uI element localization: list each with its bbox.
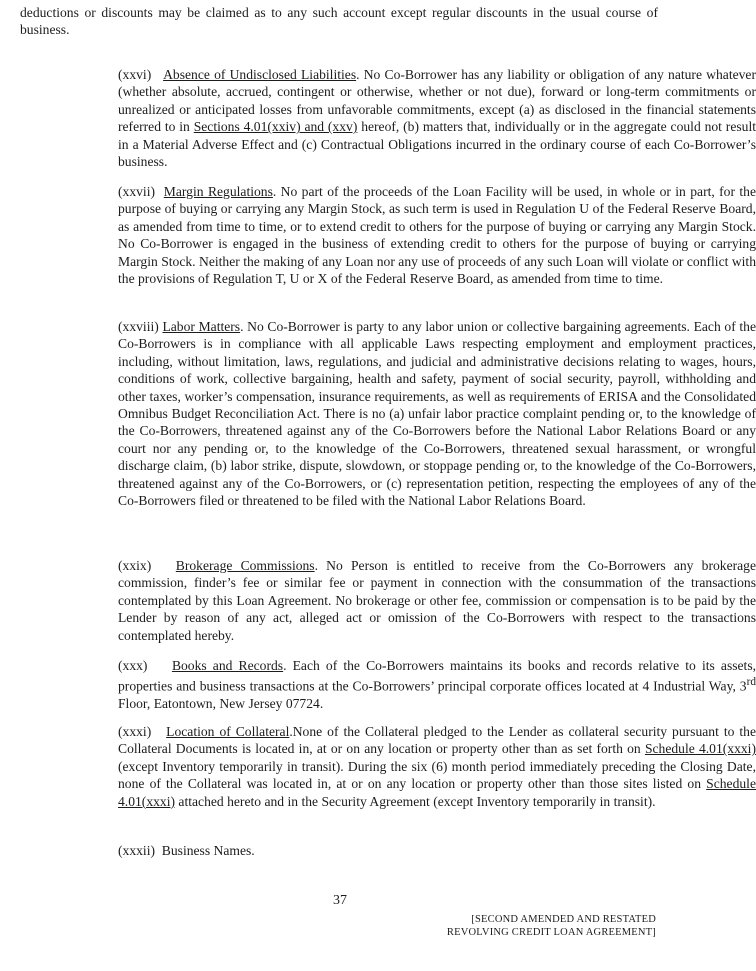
schedule-reference: Schedule 4.01(xxxi): [118, 776, 756, 809]
section-xxvii: (xxvii) Margin Regulations. No part of the proceeds of the Loan Facility will be used, in whole or in part, for the purpose of buying or carrying any Margin Stock, as such term is used in Regulation U of the Federal Reserve Board, as amended from time to time, or to extend credit to others for the purpose of buying or carrying any Margin Stock. No Co-Borrower is engaged in the business of extending credit to others for the purpose of buying or carrying Margin Stock. Neither the making of any Loan nor any use of proceeds of any such Loan will violate or conflict with the provisions of Regulation T, U or X of the Federal Reserve Board, as amended from time to time.: [118, 184, 756, 287]
section-heading: Books and Records: [171, 658, 284, 673]
footer-line-1: [SECOND AMENDED AND RESTATED: [471, 914, 656, 925]
schedule-reference: Schedule 4.01(xxxi): [644, 741, 756, 757]
section-number: (xxvii): [118, 184, 155, 199]
section-number: (xxxii): [118, 843, 155, 858]
paragraph-continuation: deductions or discounts may be claimed as to any such account except regular discounts in the usual course of business.: [20, 5, 658, 38]
section-xxxi: (xxxi) Location of Collateral.None of the Collateral pledged to the Lender as collateral security pursuant to the Collateral Documents is located in, at or on any location or property other than as set forth on Schedule 4.01(xxxi) (except Inventory temporarily in transit). During the six (6) month period immediately preceding the Closing Date, none of the Collateral was located in, at or on any location or property other than those sites listed on Schedule 4.01(xxxi) attached hereto and in the Security Agreement (except Inventory temporarily in transit).: [118, 724, 756, 809]
section-xxx: (xxx) Books and Records. Each of the Co-Borrowers maintains its books and records relative to its assets, properties and business transactions at the Co-Borrowers’ principal corporate offices located at 4 Industrial Way, 3rd Floor, Eatontown, New Jersey 07724.: [118, 658, 756, 712]
section-number: (xxix): [118, 558, 152, 573]
footer-line-2: REVOLVING CREDIT LOAN AGREEMENT]: [446, 927, 656, 938]
section-heading: Margin Regulations: [163, 184, 273, 199]
cross-reference: Sections 4.01(xxiv) and (xxv): [193, 119, 358, 135]
section-number: (xxviii): [118, 319, 159, 334]
section-heading: Business Names.: [161, 843, 255, 858]
page-number: 37: [333, 893, 347, 908]
section-xxvi: (xxvi) Absence of Undisclosed Liabilities. No Co-Borrower has any liability or obligation of any nature whatever (whether absolute, accrued, contingent or otherwise, whether or not due), forward or long-term commitments or unrealized or anticipated losses from unfavorable commitments, except (a) as disclosed in the financial statements referred to in Sections 4.01(xxiv) and (xxv) hereof, (b) matters that, individually or in the aggregate could not result in a Material Adverse Effect and (c) Contractual Obligations incurred in the ordinary course of each Co-Borrower’s business.: [118, 67, 756, 170]
section-heading: Brokerage Commissions: [175, 558, 315, 573]
section-number: (xxxi): [118, 724, 152, 739]
section-xxix: (xxix) Brokerage Commissions. No Person is entitled to receive from the Co-Borrowers any brokerage commission, finder’s fee or similar fee or payment in connection with the consummation of the transactions contemplated by this Loan Agreement. No brokerage or other fee, commission or compensation is to be paid by the Lender by reason of any act, alleged act or omission of the Co-Borrowers with respect to the transactions contemplated hereby.: [118, 558, 756, 643]
section-number: (xxx): [118, 658, 148, 673]
section-xxviii: (xxviii) Labor Matters. No Co-Borrower is party to any labor union or collective bargaining agreements. Each of the Co-Borrowers is in compliance with all applicable Laws respecting employment and employment practices, including, without limitation, laws, regulations, and judicial and administrative decisions relating to wages, hours, conditions of work, collective bargaining, health and safety, payment of social security, payroll, withholding and other taxes, worker’s compensation, insurance requirements, as well as requirements of ERISA and the Consolidated Omnibus Budget Reconciliation Act. There is no (a) unfair labor practice complaint pending or, to the knowledge of the Co-Borrowers, threatened against any of the Co-Borrowers before the National Labor Relations Board or any court nor any pending or, to the knowledge of the Co-Borrowers, threatened sexual harassment, or wrongful discharge claim, (b) labor strike, dispute, slowdown, or stoppage pending or, to the knowledge of the Co-Borrowers, threatened against any of the Co-Borrowers, or (c) representation petition, respecting the employees of any of the Co-Borrowers filed or threatened to be filed with the National Labor Relations Board.: [118, 319, 756, 509]
section-number: (xxvi): [118, 67, 152, 82]
section-heading: Labor Matters: [162, 319, 241, 334]
section-xxxii: [20, 842, 756, 859]
section-heading: Absence of Undisclosed Liabilities: [163, 67, 357, 82]
document-footer: [447, 913, 656, 939]
section-heading: Location of Collateral: [166, 724, 290, 739]
